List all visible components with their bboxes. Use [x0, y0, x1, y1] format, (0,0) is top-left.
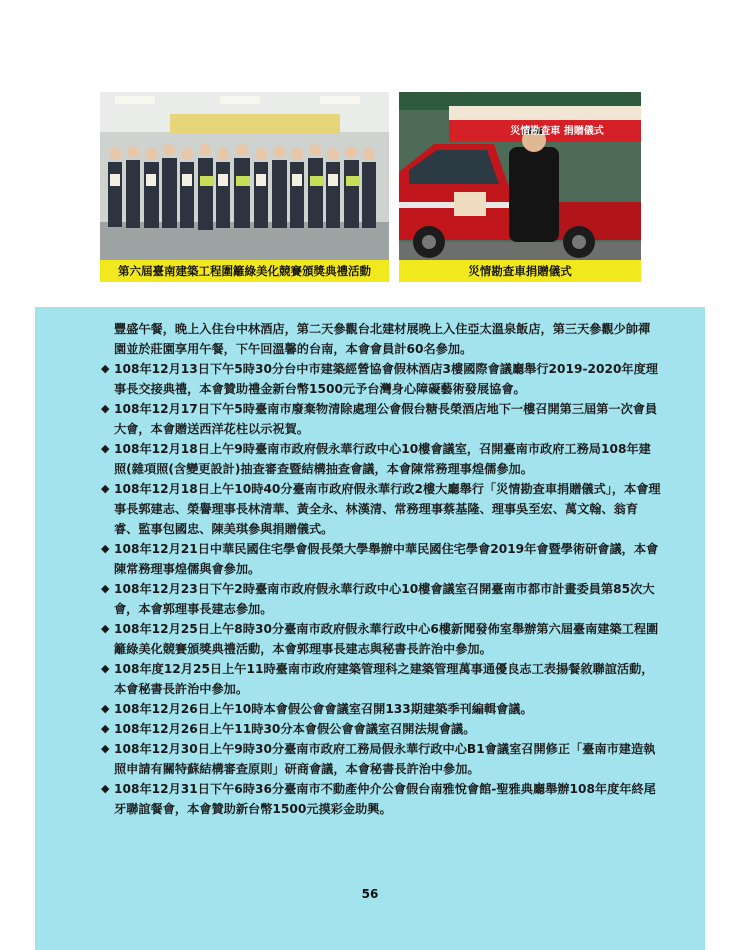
- event-item-text: 108年12月18日上午9時臺南市政府假永華行政中心10樓會議室，召開臺南市政府工務局108年建照(雜項照(含變更設計)抽查審查暨結構抽查會議，本會陳常務理事煌儒參加。: [114, 442, 651, 476]
- event-item-text: 108年12月30日上午9時30分臺南市政府工務局假永華行政中心B1會議室召開修正「臺南市建造執照申請有關特蘇結構審查原則」研商會議，本會秘書長許治中參加。: [114, 742, 656, 776]
- diamond-bullet-icon: ◆: [101, 582, 110, 595]
- body-text: [101, 319, 661, 819]
- event-item: [101, 779, 661, 819]
- event-item-text: 108年12月18日上午10時40分臺南市政府假永華行政2樓大廳舉行「災情勘查車捐贈儀式」，本會理事長郭建志、榮譽理事長林清華、黃全永、林漢清、常務理事蔡基隆、理事吳至宏、萬文翰、翁育睿、監事包國忠、陳美琪參與捐贈儀式。: [114, 482, 661, 536]
- event-item-text: 108年12月21日中華民國住宅學會假長榮大學舉辦中華民國住宅學會2019年會暨學術研會議，本會陳常務理事煌儒與會參加。: [114, 542, 659, 576]
- diamond-bullet-icon: ◆: [101, 482, 110, 495]
- event-item-text: 108年12月13日下午5時30分台中市建築經營協會假林酒店3樓國際會議廳舉行2019-2020年度理事長交接典禮，本會贊助禮金新台幣1500元予台灣身心障礙藝術發展協會。: [114, 362, 658, 396]
- diamond-bullet-icon: ◆: [101, 442, 110, 455]
- event-item: [101, 539, 661, 579]
- event-item: [101, 739, 661, 779]
- photo-caption-right: 災情勘查車捐贈儀式: [399, 260, 641, 282]
- event-item: [101, 359, 661, 399]
- content-panel: [35, 307, 705, 950]
- event-item-text: 108年12月26日上午11時30分本會假公會會議室召開法規會議。: [114, 722, 476, 736]
- truck-banner-text: 災情勘查車 捐贈儀式: [510, 126, 604, 137]
- diamond-bullet-icon: ◆: [101, 662, 110, 675]
- event-item: [101, 399, 661, 439]
- event-item-text: 108年度12月25日上午11時臺南市政府建築管理科之建築管理萬事通優良志工表揚餐敘聯誼活動，本會秘書長許治中參加。: [114, 662, 654, 696]
- event-item: [101, 439, 661, 479]
- diamond-bullet-icon: ◆: [101, 702, 110, 715]
- diamond-bullet-icon: ◆: [101, 782, 110, 795]
- intro-paragraph: 豐盛午餐，晚上入住台中林酒店，第二天參觀台北建材展晚上入住亞太溫泉飯店，第三天參觀少帥禪園並於莊園享用午餐，下午回溫馨的台南，本會會員計60名參加。: [114, 322, 651, 356]
- event-list: [101, 359, 661, 819]
- event-item: [101, 619, 661, 659]
- event-item-text: 108年12月26日上午10時本會假公會會議室召開133期建築季刊編輯會議。: [114, 702, 533, 716]
- diamond-bullet-icon: ◆: [101, 402, 110, 415]
- event-item: [101, 719, 661, 739]
- diamond-bullet-icon: ◆: [101, 362, 110, 375]
- award-ceremony-photo: [100, 92, 389, 262]
- page-number: 56: [361, 887, 379, 901]
- event-item-text: 108年12月31日下午6時36分臺南市不動產仲介公會假台南雅悅會館-聖雅典廳舉辦108年度年終尾牙聯誼餐會，本會贊助新台幣1500元摸彩金助興。: [114, 782, 656, 816]
- diamond-bullet-icon: ◆: [101, 622, 110, 635]
- event-item: [101, 659, 661, 699]
- event-item-text: 108年12月17日下午5時臺南市廢棄物清除處理公會假台糖長榮酒店地下一樓召開第三屆第一次會員大會，本會贈送西洋花柱以示祝賀。: [114, 402, 658, 436]
- photo-row: [100, 92, 641, 282]
- event-item-text: 108年12月25日上午8時30分臺南市政府假永華行政中心6樓新聞發佈室舉辦第六屆臺南建築工程圍籬綠美化競賽頒獎典禮活動，本會郭理事長建志與秘書長許治中參加。: [114, 622, 659, 656]
- photo-caption-left: 第六屆臺南建築工程圍籬綠美化競賽頒獎典禮活動: [100, 260, 389, 282]
- truck-donation-photo: [399, 92, 641, 262]
- diamond-bullet-icon: ◆: [101, 722, 110, 735]
- event-item: [101, 479, 661, 539]
- event-item: [101, 699, 661, 719]
- event-item: [101, 579, 661, 619]
- diamond-bullet-icon: ◆: [101, 542, 110, 555]
- diamond-bullet-icon: ◆: [101, 742, 110, 755]
- event-item-text: 108年12月23日下午2時臺南市政府假永華行政中心10樓會議室召開臺南市都市計畫委員第85次大會，本會郭理事長建志參加。: [114, 582, 655, 616]
